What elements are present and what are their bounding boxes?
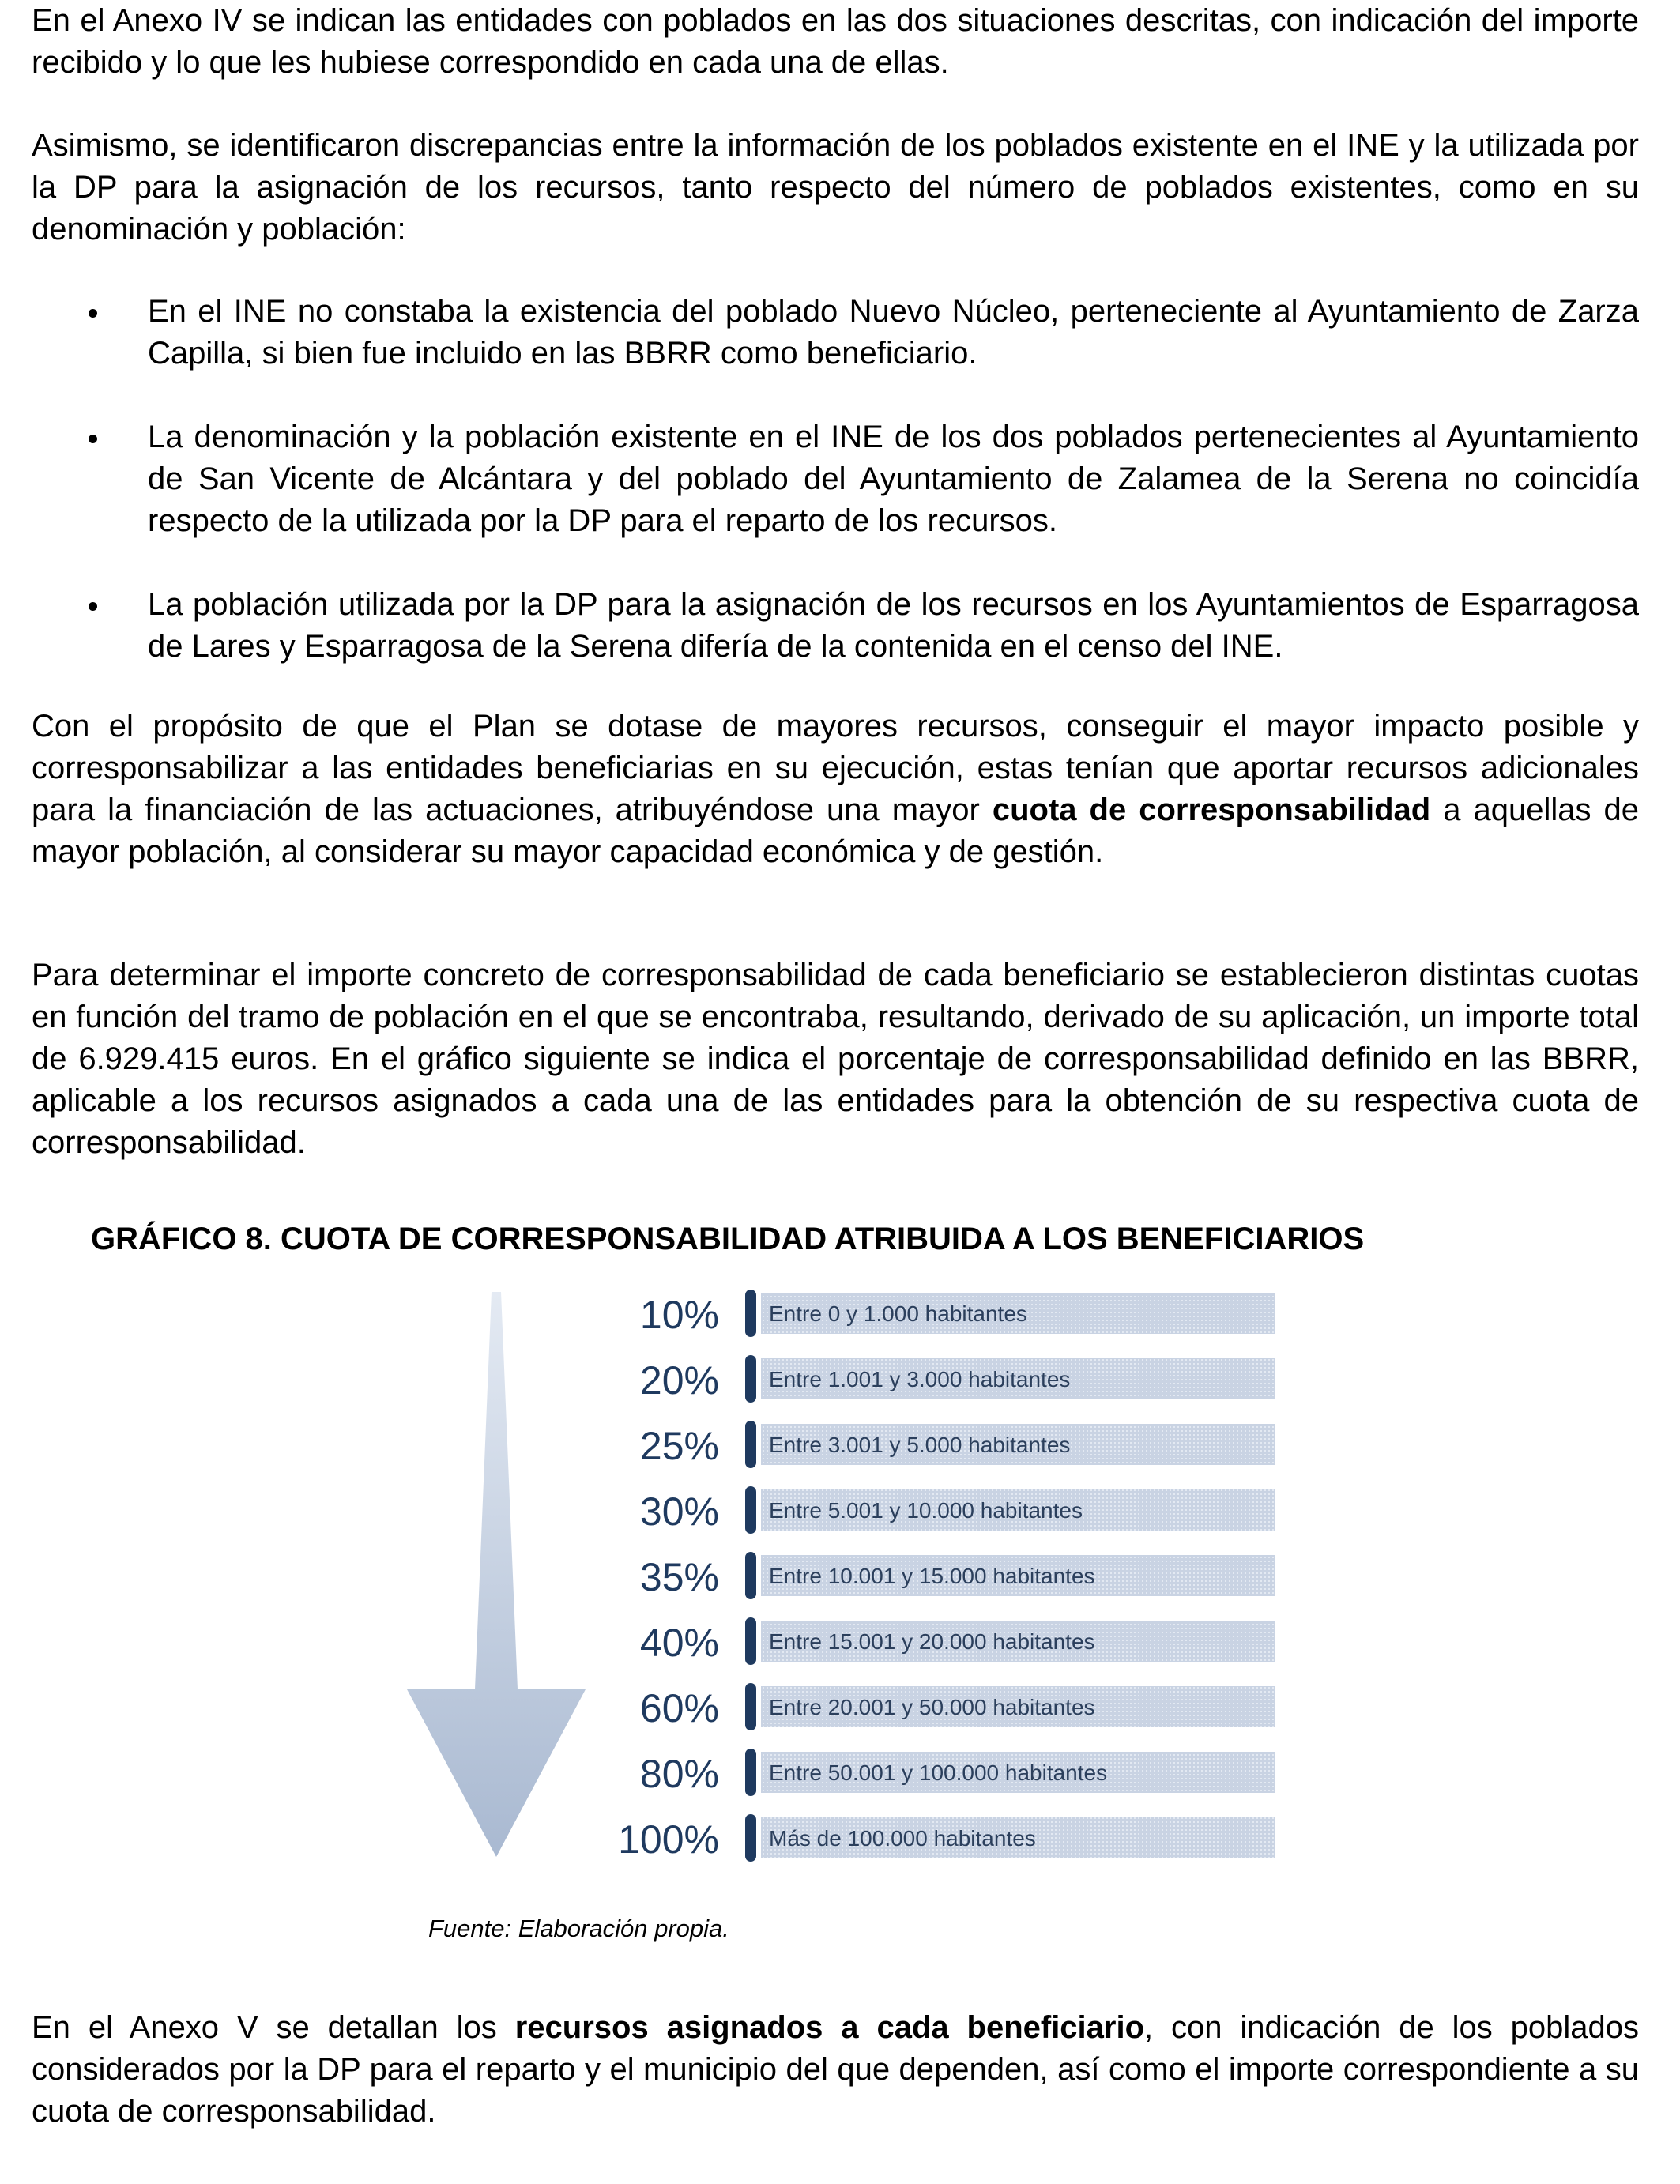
row-marker: [745, 1486, 756, 1534]
chart-row: [618, 1814, 1275, 1862]
tramo-label: Entre 5.001 y 10.000 habitantes: [769, 1498, 1083, 1523]
list-item: [32, 291, 1639, 375]
list-item: [32, 416, 1639, 542]
tramo-label: Entre 20.001 y 50.000 habitantes: [769, 1695, 1095, 1719]
paragraph-importe: Para determinar el importe concreto de corresponsabilidad de cada beneficiario se establecieron distintas cuotas en función del tramo de población en el que se encontraba, resultando, derivado de su aplicación, un importe total de 6.929.415 euros. En el gráfico siguiente se indica el porcentaje de corresponsabilidad definido en las BBRR, aplicable a los recursos asignados a cada una de las entidades para la obtención de su respectiva cuota de corresponsabilidad.: [32, 958, 1639, 1160]
cuota-label: 100%: [618, 1817, 719, 1862]
paragraph-text: a aquellas de mayor población, al considerar su mayor capacidad económica y de gestión.: [32, 793, 1639, 869]
chart-row: [640, 1552, 1275, 1599]
list-item-text: La denominación y la población existente en el INE de los dos poblados pertenecientes al Ayuntamiento de San Vicente de Alcántara y del poblado del Ayuntamiento de Zalamea de la Serena no coincidía respecto de la utilizada por la DP para el reparto de los recursos.: [148, 420, 1639, 538]
cuota-label: 40%: [639, 1621, 719, 1665]
cuota-label: 25%: [639, 1424, 719, 1468]
row-marker: [745, 1290, 756, 1337]
chart-row: [640, 1617, 1275, 1665]
chart-row: [640, 1355, 1275, 1403]
tramo-label: Entre 15.001 y 20.000 habitantes: [769, 1629, 1095, 1654]
figure-chart: [399, 1280, 1280, 1869]
row-marker: [745, 1355, 756, 1403]
chart-row: [640, 1749, 1275, 1796]
cuota-label: 35%: [639, 1555, 719, 1599]
chart-row: [640, 1683, 1275, 1730]
paragraph-corresponsabilidad: [32, 706, 1639, 873]
tramo-label: Entre 10.001 y 15.000 habitantes: [769, 1564, 1095, 1588]
paragraph-text: Con el propósito de que el Plan se dotase de mayores recursos, conseguir el mayor impacto posible y corresponsabilizar a las entidades beneficiarias en su ejecución, estas tenían que aportar recursos adicionales para la financiación de las actuaciones, atribuyéndose una mayor: [32, 709, 1639, 827]
cuota-label: 10%: [639, 1293, 719, 1337]
tramo-label: Entre 3.001 y 5.000 habitantes: [769, 1433, 1071, 1457]
figure-source: Fuente: Elaboración propia.: [428, 1915, 729, 1942]
paragraph-discrepancias: Asimismo, se identificaron discrepancias entre la información de los poblados existente en el INE y la utilizada por la DP para la asignación de los recursos, tanto respecto del número de poblados existentes, como en su denominación y población:: [32, 128, 1639, 247]
cuota-label: 30%: [639, 1489, 719, 1534]
discrepancy-list: [32, 291, 1639, 668]
list-item-text: La población utilizada por la DP para la asignación de los recursos en los Ayuntamientos de Esparragosa de Lares y Esparragosa de la Serena difería de la contenida en el censo del INE.: [148, 587, 1639, 664]
row-marker: [745, 1749, 756, 1796]
row-marker: [745, 1552, 756, 1599]
paragraph-text: , con indicación de los poblados considerados por la DP para el reparto y el municipio del que dependen, así como el importe correspondiente a su cuota de corresponsabilidad.: [32, 2010, 1639, 2129]
cuota-label: 20%: [639, 1358, 719, 1403]
row-marker: [745, 1683, 756, 1730]
paragraph-text: En el Anexo V se detallan los: [32, 2010, 515, 2045]
paragraph-emphasis: recursos asignados a cada beneficiario: [514, 2010, 1145, 2045]
figure-caption: GRÁFICO 8. CUOTA DE CORRESPONSABILIDAD ATRIBUIDA A LOS BENEFICIARIOS: [91, 1222, 1365, 1256]
cuota-label: 80%: [639, 1752, 719, 1796]
chart-canvas: [399, 1280, 1280, 1869]
chart-row: [640, 1421, 1275, 1468]
bullet-icon: [89, 602, 97, 611]
row-marker: [745, 1617, 756, 1665]
cuota-label: 60%: [639, 1686, 719, 1730]
chart-row: [640, 1486, 1275, 1534]
paragraph-emphasis: cuota de corresponsabilidad: [992, 793, 1431, 827]
tramo-label: Entre 0 y 1.000 habitantes: [769, 1301, 1027, 1326]
tramo-label: Entre 50.001 y 100.000 habitantes: [769, 1760, 1108, 1785]
bullet-icon: [89, 435, 97, 443]
chart-row: [640, 1290, 1275, 1337]
paragraph-anexo-iv: En el Anexo IV se indican las entidades con poblados en las dos situaciones descritas, con indicación del importe recibido y lo que les hubiese correspondido en cada una de ellas.: [32, 3, 1639, 80]
list-item-text: En el INE no constaba la existencia del poblado Nuevo Núcleo, perteneciente al Ayuntamiento de Zarza Capilla, si bien fue incluido en las BBRR como beneficiario.: [148, 294, 1639, 371]
bullet-icon: [89, 309, 97, 318]
paragraph-anexo-v: [32, 2007, 1639, 2133]
row-marker: [745, 1421, 756, 1468]
list-item: [32, 584, 1639, 668]
row-marker: [745, 1814, 756, 1862]
down-arrow-icon: [407, 1292, 586, 1857]
tramo-label: Más de 100.000 habitantes: [769, 1826, 1036, 1851]
tramo-label: Entre 1.001 y 3.000 habitantes: [769, 1367, 1071, 1391]
